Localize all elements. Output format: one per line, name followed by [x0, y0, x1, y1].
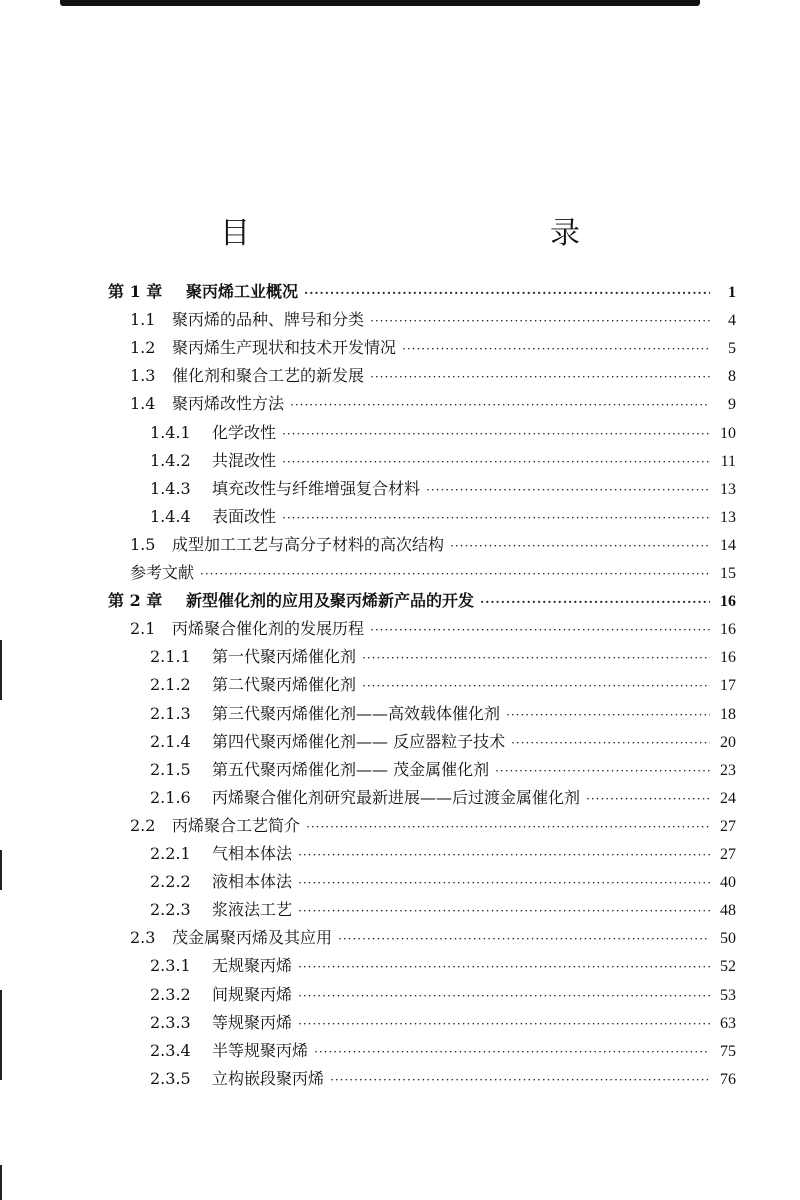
- toc-entry-title: 半等规聚丙烯: [212, 1040, 309, 1060]
- scan-edge-mark: [0, 990, 2, 1080]
- dot-leader: [298, 841, 710, 869]
- dot-leader: [506, 701, 710, 729]
- toc-entry-page: 63: [720, 1014, 736, 1032]
- toc-entry-page: 16: [720, 621, 736, 639]
- toc-entry-title: 填充改性与纤维增强复合材料: [212, 478, 421, 498]
- toc-entry-number: 2.2.2: [150, 872, 191, 892]
- toc-entry-number: 第 2 章: [108, 591, 163, 611]
- toc-entry[interactable]: [150, 643, 736, 671]
- scan-edge-mark: [0, 850, 2, 890]
- toc-entry-number: 2.1.6: [150, 787, 191, 807]
- toc-entry-page: 20: [720, 733, 736, 751]
- scan-edge-mark: [0, 1165, 2, 1200]
- toc-entry-title: 丙烯聚合工艺简介: [172, 815, 301, 835]
- toc-entry-number: 2.2: [130, 815, 156, 835]
- toc-entry-number: 1.4.1: [150, 422, 191, 442]
- toc-entry-title: 第五代聚丙烯催化剂—— 茂金属催化剂: [212, 759, 490, 779]
- toc-entry-title: 第二代聚丙烯催化剂: [212, 675, 357, 695]
- toc-entry-number: 2.1.1: [150, 647, 191, 667]
- toc-entry-title: 丙烯聚合催化剂的发展历程: [172, 619, 365, 639]
- toc-entry-title: 表面改性: [212, 506, 277, 526]
- toc-entry-number: 2.3: [130, 928, 156, 948]
- toc-entry-number: 2.1.4: [150, 731, 191, 751]
- toc-entry-number: 2.1.5: [150, 759, 191, 779]
- toc-entry-title: 聚丙烯生产现状和技术开发情况: [172, 338, 397, 358]
- toc-entry-title: 立构嵌段聚丙烯: [212, 1068, 325, 1088]
- toc-entry-page: 17: [720, 677, 736, 695]
- toc-entry-title: 聚丙烯改性方法: [172, 394, 285, 414]
- toc-entry-number: 1.4: [130, 394, 156, 414]
- dot-leader: [282, 420, 710, 448]
- toc-entry-page: 27: [720, 817, 736, 835]
- toc-entry-page: 13: [720, 508, 736, 526]
- toc-entry-page: 40: [720, 874, 736, 892]
- toc-entry-title: 新型催化剂的应用及聚丙烯新产品的开发: [186, 591, 475, 611]
- toc-entry[interactable]: [130, 362, 736, 390]
- toc-entry-page: 76: [720, 1070, 736, 1088]
- dot-leader: [338, 925, 710, 953]
- toc-entry-number: 1.3: [130, 366, 156, 386]
- dot-leader: [362, 672, 710, 700]
- toc-entry[interactable]: [130, 559, 736, 587]
- dot-leader: [330, 1066, 710, 1094]
- toc-entry[interactable]: [130, 306, 736, 334]
- toc-entry[interactable]: [130, 334, 736, 362]
- toc-entry-number: 1.2: [130, 338, 156, 358]
- dot-leader: [282, 448, 710, 476]
- toc-entry-page: 13: [720, 480, 736, 498]
- dot-leader: [402, 335, 710, 363]
- toc-entry-title: 催化剂和聚合工艺的新发展: [172, 366, 365, 386]
- toc-entry-page: 9: [728, 396, 736, 414]
- toc-entry-page: 10: [720, 424, 736, 442]
- toc-entry-number: 2.1.3: [150, 703, 191, 723]
- toc-entry[interactable]: [130, 812, 736, 840]
- dot-leader: [480, 588, 710, 616]
- dot-leader: [298, 869, 710, 897]
- toc-entry-page: 5: [728, 340, 736, 358]
- dot-leader: [298, 982, 710, 1010]
- toc-entry-number: 2.3.1: [150, 956, 191, 976]
- toc-entry-page: 18: [720, 705, 736, 723]
- toc-entry-number: 1.5: [130, 534, 156, 554]
- toc-entry-number: 1.4.3: [150, 478, 191, 498]
- toc-entry-number: 2.2.3: [150, 900, 191, 920]
- toc-entry-page: 24: [720, 789, 736, 807]
- toc-entry[interactable]: [150, 896, 736, 924]
- dot-leader: [200, 560, 710, 588]
- dot-leader: [290, 391, 710, 419]
- dot-leader: [370, 307, 710, 335]
- toc-entry-title: 化学改性: [212, 422, 277, 442]
- toc-entry[interactable]: [150, 503, 736, 531]
- toc-entry[interactable]: [150, 447, 736, 475]
- toc-entry-page: 14: [720, 536, 736, 554]
- toc-entry-title: 参考文献: [130, 563, 195, 582]
- dot-leader: [314, 1038, 710, 1066]
- toc-entry[interactable]: [150, 868, 736, 896]
- dot-leader: [495, 757, 710, 785]
- toc-entry[interactable]: [150, 475, 736, 503]
- dot-leader: [298, 953, 710, 981]
- toc-entry-page: 52: [720, 958, 736, 976]
- toc-entry-number: 2.3.4: [150, 1040, 191, 1060]
- toc-entry[interactable]: [150, 728, 736, 756]
- scan-border-top: [60, 0, 700, 6]
- toc-entry[interactable]: [130, 924, 736, 952]
- toc-entry-page: 1: [728, 284, 736, 301]
- toc-entry-title: 丙烯聚合催化剂研究最新进展——后过渡金属催化剂: [212, 787, 581, 807]
- dot-leader: [511, 729, 710, 757]
- toc-entry-title: 聚丙烯的品种、牌号和分类: [172, 310, 365, 330]
- dot-leader: [298, 1010, 710, 1038]
- toc-entry[interactable]: [150, 981, 736, 1009]
- toc-entry-number: 2.3.2: [150, 984, 191, 1004]
- toc-entry-number: 1.1: [130, 310, 156, 330]
- toc-entry[interactable]: [130, 615, 736, 643]
- toc-entry-number: 2.2.1: [150, 844, 191, 863]
- toc-entry-title: 共混改性: [212, 450, 277, 470]
- toc-entry-title: 第四代聚丙烯催化剂—— 反应器粒子技术: [212, 731, 506, 751]
- toc-entry-page: 11: [720, 452, 736, 470]
- toc-entry-page: 23: [720, 761, 736, 779]
- toc-entry-page: 27: [720, 846, 736, 863]
- toc-entry-title: 第三代聚丙烯催化剂——高效载体催化剂: [212, 703, 501, 723]
- toc-entry-number: 1.4.4: [150, 506, 191, 526]
- toc-entry-title: 间规聚丙烯: [212, 984, 293, 1004]
- dot-leader: [450, 532, 710, 560]
- toc-entry[interactable]: [150, 952, 736, 980]
- toc-entry-page: 50: [720, 930, 736, 948]
- toc-entry[interactable]: [150, 784, 736, 812]
- toc-entry-title: 气相本体法: [212, 844, 293, 863]
- toc-entry[interactable]: [150, 1065, 736, 1093]
- toc-entry[interactable]: [150, 1009, 736, 1037]
- dot-leader: [306, 813, 710, 841]
- dot-leader: [304, 279, 710, 307]
- toc-entry[interactable]: [150, 1037, 736, 1065]
- toc-entry-title: 第一代聚丙烯催化剂: [212, 647, 357, 667]
- toc-entry-page: 4: [728, 312, 736, 330]
- dot-leader: [282, 504, 710, 532]
- toc-entry-number: 第 1 章: [108, 282, 163, 301]
- toc-entry-number: 2.3.3: [150, 1012, 191, 1032]
- dot-leader: [370, 616, 710, 644]
- toc-entry-title: 无规聚丙烯: [212, 956, 293, 976]
- scan-edge-mark: [0, 640, 2, 700]
- toc-entry-page: 16: [720, 649, 736, 667]
- toc-entry-title: 等规聚丙烯: [212, 1012, 293, 1032]
- dot-leader: [298, 897, 710, 925]
- toc-entry-page: 53: [720, 986, 736, 1004]
- toc-entry[interactable]: [150, 419, 736, 447]
- dot-leader: [586, 785, 710, 813]
- toc-entry-page: 8: [728, 368, 736, 386]
- toc-entry-title: 茂金属聚丙烯及其应用: [172, 928, 333, 948]
- toc-entry-title: 成型加工工艺与高分子材料的高次结构: [172, 534, 445, 554]
- toc-entry[interactable]: [108, 278, 736, 306]
- toc-entry[interactable]: [130, 531, 736, 559]
- toc-entry-number: 1.4.2: [150, 450, 191, 470]
- toc-entry-number: 2.1.2: [150, 675, 191, 695]
- toc-entry-title: 浆液法工艺: [212, 900, 293, 920]
- toc-entry-title: 液相本体法: [212, 872, 293, 892]
- toc-entry-number: 2.3.5: [150, 1068, 191, 1088]
- toc-entry[interactable]: [150, 700, 736, 728]
- toc-entry-page: 75: [720, 1042, 736, 1060]
- toc-entry[interactable]: [150, 756, 736, 784]
- toc-entry-page: 48: [720, 902, 736, 920]
- toc-entry[interactable]: [108, 587, 736, 615]
- dot-leader: [370, 363, 710, 391]
- toc-entry[interactable]: [130, 390, 736, 418]
- dot-leader: [426, 476, 710, 504]
- toc-entry[interactable]: [150, 671, 736, 699]
- toc-entry-title: 聚丙烯工业概况: [186, 282, 299, 301]
- toc-entry[interactable]: [150, 840, 736, 868]
- toc-entry-number: 2.1: [130, 619, 156, 639]
- toc-entry-page: 15: [720, 565, 736, 582]
- dot-leader: [362, 644, 710, 672]
- page-title: 目 录: [220, 216, 660, 251]
- toc-entry-page: 16: [720, 593, 736, 611]
